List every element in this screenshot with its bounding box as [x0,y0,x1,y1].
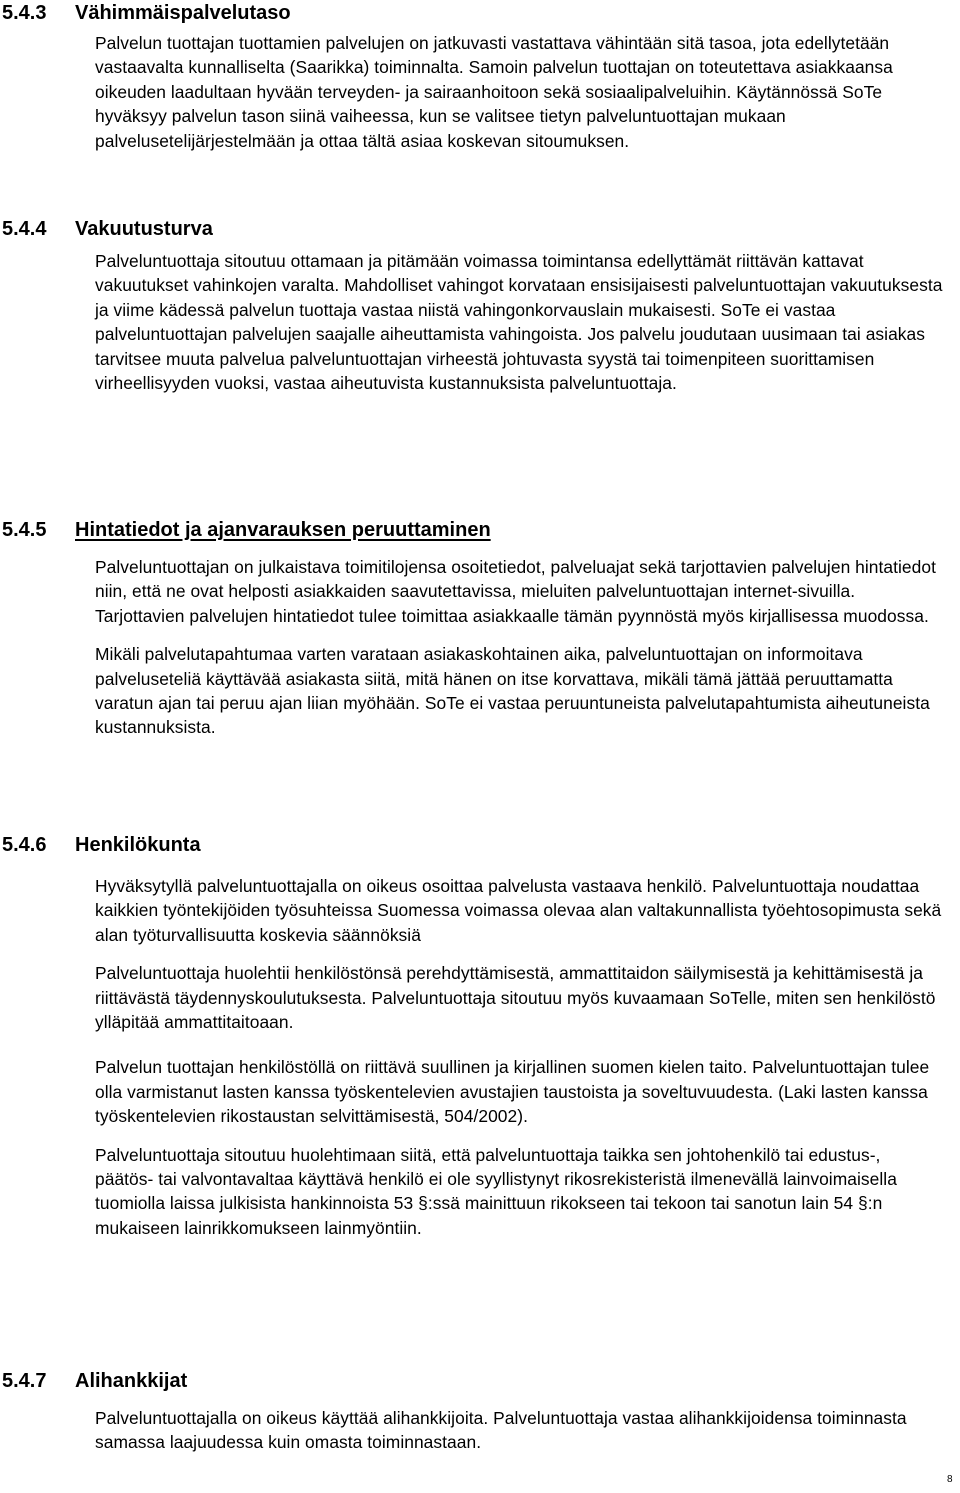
section-heading [0,1368,960,1394]
section-5-4-4 [0,216,960,395]
section-number: 5.4.3 [2,2,47,24]
section-heading [0,216,960,242]
section-number: 5.4.6 [2,834,47,856]
paragraph: Palveluntuottaja sitoutuu huolehtimaan siitä, että palveluntuottaja taikka sen johtohenkilö tai edustus-, päätös- tai valvontavaltaa käyttävä henkilö ei ole syyllistynyt rikosrekisteristä ilmenevällä lainvoimaisella tuomiolla laissa julkisista hankinnoista 53 §:ssä mainittuun rikokseen tai tekoon tai sanotun lain 54 §:n mukaiseen lainrikkomukseen lainmyöntiin. [95,1144,897,1238]
section-5-4-7 [0,1368,960,1455]
paragraph: Hyväksytyllä palveluntuottajalla on oikeus osoittaa palvelusta vastaava henkilö. Palveluntuottaja noudattaa kaikkien työntekijöiden työsuhteissa Suomessa voimassa olevaa alan valtakunnallista työehtosopimusta sekä alan työturvallisuutta koskevia säännöksiä [95,876,942,945]
section-heading [0,832,960,858]
section-title: Hintatiedot ja ajanvarauksen peruuttaminen [75,519,491,541]
paragraph: Mikäli palvelutapahtumaa varten varataan asiakaskohtainen aika, palveluntuottajan on informoitava palveluseteliä käyttävää asiakasta siitä, mitä hänen on itse korvattava, mikäli tämä jättää peruuttamatta varatun ajan tai peruu ajan liian myöhään. SoTe ei vastaa peruuntuneista palvelutapahtumista aiheutuneista kustannuksista. [95,644,930,738]
section-title: Alihankkijat [75,1370,188,1392]
paragraph: Palveluntuottajalla on oikeus käyttää alihankkijoita. Palveluntuottaja vastaa alihankkijoidensa toiminnasta samassa laajuudessa kuin omasta toiminnastaan. [95,1408,907,1453]
section-5-4-3 [0,0,960,153]
section-heading [0,517,960,543]
section-number: 5.4.4 [2,218,47,240]
paragraph: Palveluntuottaja huolehtii henkilöstönsä perehdyttämisestä, ammattitaidon säilymisestä ja kehittämisestä ja riittävästä täydennyskoulutuksesta. Palveluntuottaja sitoutuu myös kuvaamaan SoTelle, miten sen henkilöstö ylläpitää ammattitaitoaan. [95,963,936,1033]
paragraph: Palveluntuottajan on julkaistava toimitilojensa osoitetiedot, palveluajat sekä tarjottavien palvelujen hintatiedot niin, että ne ovat helposti asiakkaiden saavutettavissa, mieluiten palveluntuottajan internet-sivuilla. Tarjottavien palvelujen hintatiedot tulee toimittaa asiakkaalle tämän pyynnöstä myös kirjallisessa muodossa. [95,557,936,626]
section-title: Henkilökunta [75,834,201,856]
section-number: 5.4.5 [2,519,47,541]
paragraph: Palvelun tuottajan tuottamien palvelujen on jatkuvasti vastattava vähintään sitä tasoa, jota edellytetään vastaavalta kunnalliselta (Saarikka) toiminnalta. Samoin palvelun tuottajan on toteutettava asiakkaansa oikeuden laadultaan hyvään terveyden- ja sairaanhoitoon sekä sosiaalipalveluihin. Käytännössä SoTe hyväksyy palvelun tason siinä vaiheessa, kun se valitsee tietyn palveluntuottajan mukaan palvelusetelijärjestelmään ja ottaa tältä asiaa koskevan sitoumuksen. [95,33,893,151]
section-title: Vähimmäispalvelutaso [75,2,291,24]
page-number: 8 [947,1474,953,1485]
section-heading [0,0,960,26]
section-5-4-5 [0,517,960,740]
paragraph: Palvelun tuottajan henkilöstöllä on riittävä suullinen ja kirjallinen suomen kielen taito. Palveluntuottajan tulee olla varmistanut lasten kanssa työskentelevien avustajien taustoista ja soveltuvuudesta. (Laki lasten kanssa työskentelevien rikostaustan selvittämisestä, 504/2002). [95,1057,930,1127]
section-5-4-6 [0,832,960,1240]
paragraph: Palveluntuottaja sitoutuu ottamaan ja pitämään voimassa toimintansa edellyttämät riittävän kattavat vakuutukset vahinkojen varalta. Mahdolliset vahingot korvataan ensisijaisesti palveluntuottajan vakuutuksesta ja viime kädessä palvelun tuottaja vastaa niistä vahingonkorvauslain mukaisesti. SoTe ei vastaa palveluntuottajan palvelujen saajalle aiheuttamista vahingoista. Jos palvelu joudutaan uusimaan tai asiakas tarvitsee muuta palvelua palveluntuottajan virheestä johtuvasta syystä tai toimenpiteen suorittamisen virheellisyyden vuoksi, vastaa aiheutuvista kustannuksista palveluntuottaja. [95,251,943,394]
section-number: 5.4.7 [2,1370,47,1392]
section-title: Vakuutusturva [75,218,213,240]
